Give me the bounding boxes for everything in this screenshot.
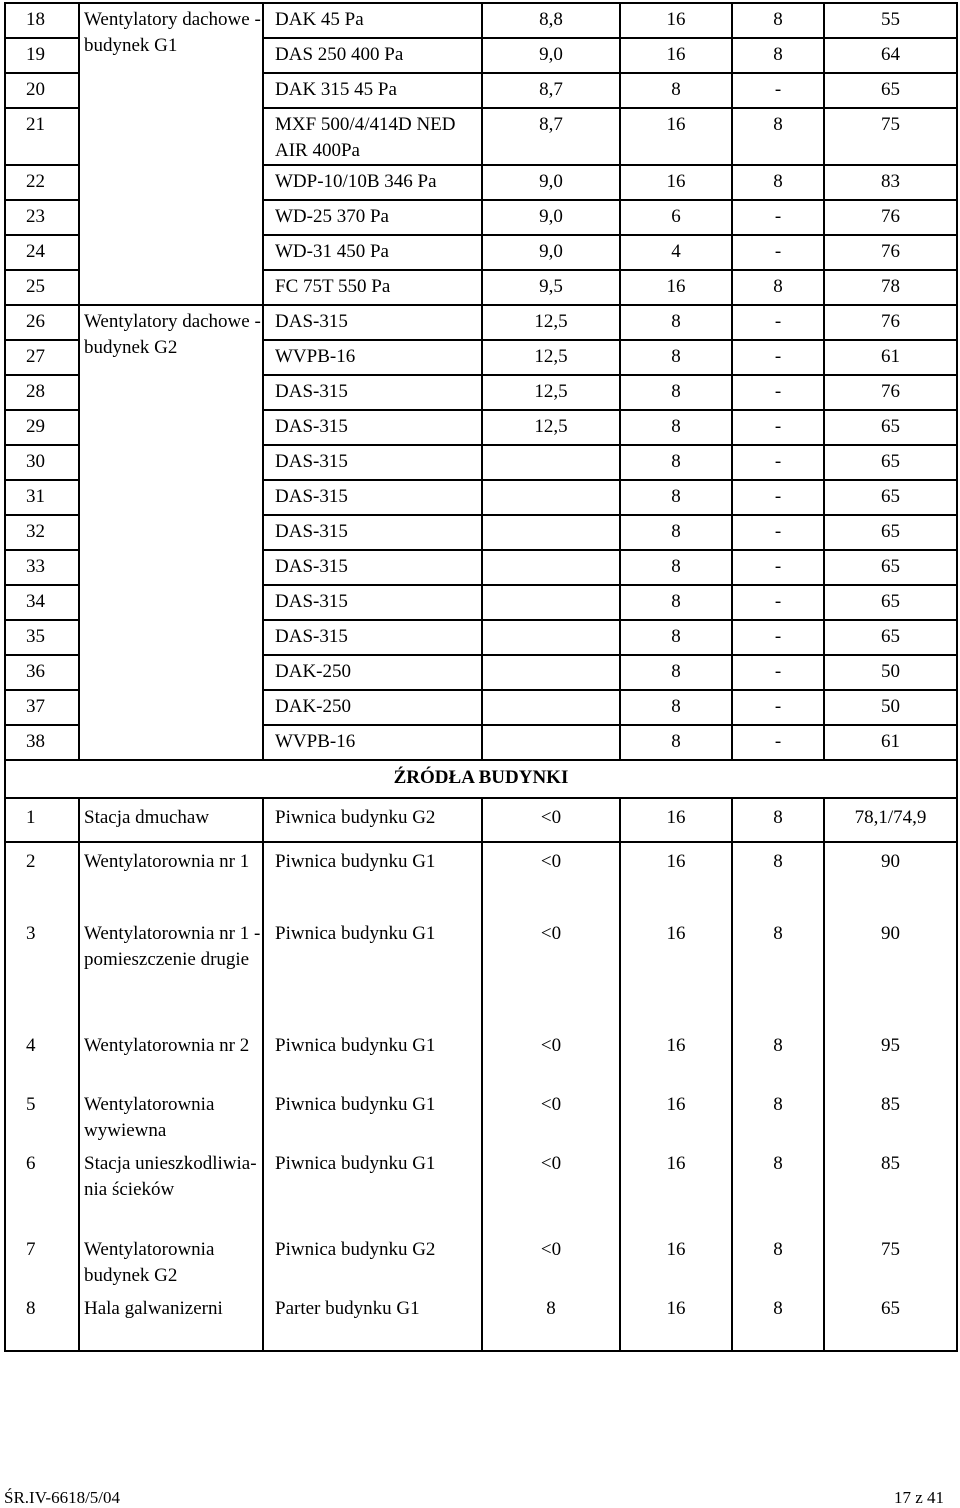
- value-cell: 8: [732, 1231, 824, 1290]
- value-cell: 78: [824, 270, 957, 305]
- location-cell: Piwnica budynku G1: [263, 1145, 482, 1231]
- value-cell: [482, 620, 620, 655]
- row-number: 26: [5, 305, 79, 340]
- row-number: 2: [5, 842, 79, 915]
- value-cell: 65: [824, 480, 957, 515]
- row-number: 21: [5, 108, 79, 165]
- row-number: 20: [5, 73, 79, 108]
- row-number: 8: [5, 1290, 79, 1351]
- table-row: [5, 842, 957, 915]
- value-cell: 50: [824, 655, 957, 690]
- device-cell: WD-31 450 Pa: [263, 235, 482, 270]
- device-cell: WD-25 370 Pa: [263, 200, 482, 235]
- row-number: 25: [5, 270, 79, 305]
- value-cell: 8: [620, 445, 732, 480]
- source-name-cell: Wentylatorownia nr 1 - pomieszczenie drugie: [79, 915, 263, 1027]
- source-name-cell: Wentylatorownia nr 2: [79, 1027, 263, 1086]
- device-cell: DAK-250: [263, 655, 482, 690]
- value-cell: 9,0: [482, 165, 620, 200]
- value-cell: 65: [824, 73, 957, 108]
- value-cell: 8: [482, 1290, 620, 1351]
- row-number: 29: [5, 410, 79, 445]
- value-cell: -: [732, 445, 824, 480]
- value-cell: 12,5: [482, 375, 620, 410]
- row-number: 4: [5, 1027, 79, 1086]
- value-cell: -: [732, 725, 824, 760]
- device-cell: FC 75T 550 Pa: [263, 270, 482, 305]
- value-cell: 8: [732, 1290, 824, 1351]
- device-cell: DAS 250 400 Pa: [263, 38, 482, 73]
- value-cell: -: [732, 620, 824, 655]
- value-cell: -: [732, 340, 824, 375]
- section-header-row: [5, 760, 957, 798]
- value-cell: 85: [824, 1086, 957, 1145]
- row-number: 23: [5, 200, 79, 235]
- value-cell: 9,0: [482, 38, 620, 73]
- device-cell: DAS-315: [263, 445, 482, 480]
- value-cell: [482, 585, 620, 620]
- value-cell: [482, 655, 620, 690]
- device-cell: DAK 45 Pa: [263, 3, 482, 38]
- value-cell: 8: [732, 798, 824, 842]
- group-label-g1: Wentylatory dachowe - budynek G1: [79, 3, 263, 305]
- value-cell: -: [732, 410, 824, 445]
- row-number: 31: [5, 480, 79, 515]
- row-number: 27: [5, 340, 79, 375]
- source-name-cell: Stacja dmuchaw: [79, 798, 263, 842]
- value-cell: 85: [824, 1145, 957, 1231]
- location-cell: Parter budynku G1: [263, 1290, 482, 1351]
- row-number: 35: [5, 620, 79, 655]
- value-cell: [482, 690, 620, 725]
- value-cell: 16: [620, 915, 732, 1027]
- value-cell: [482, 515, 620, 550]
- row-number: 5: [5, 1086, 79, 1145]
- value-cell: 8: [620, 655, 732, 690]
- value-cell: 65: [824, 445, 957, 480]
- value-cell: 16: [620, 1086, 732, 1145]
- page-number: 17 z 41: [893, 1488, 944, 1507]
- value-cell: 16: [620, 1231, 732, 1290]
- row-number: 36: [5, 655, 79, 690]
- value-cell: 8,7: [482, 108, 620, 165]
- value-cell: 9,0: [482, 200, 620, 235]
- value-cell: 65: [824, 515, 957, 550]
- value-cell: 90: [824, 842, 957, 915]
- source-name-cell: Wentylatorownia budynek G2: [79, 1231, 263, 1290]
- value-cell: 50: [824, 690, 957, 725]
- row-number: 18: [5, 3, 79, 38]
- row-number: 28: [5, 375, 79, 410]
- value-cell: 65: [824, 410, 957, 445]
- device-cell: DAS-315: [263, 480, 482, 515]
- value-cell: 16: [620, 1027, 732, 1086]
- value-cell: 95: [824, 1027, 957, 1086]
- value-cell: [482, 725, 620, 760]
- value-cell: 61: [824, 725, 957, 760]
- value-cell: 64: [824, 38, 957, 73]
- value-cell: 55: [824, 3, 957, 38]
- value-cell: 76: [824, 375, 957, 410]
- row-number: 7: [5, 1231, 79, 1290]
- device-cell: DAS-315: [263, 410, 482, 445]
- value-cell: 8: [732, 842, 824, 915]
- value-cell: 8: [732, 1145, 824, 1231]
- value-cell: 8: [732, 270, 824, 305]
- table-row: [5, 1231, 957, 1290]
- row-number: 38: [5, 725, 79, 760]
- row-number: 32: [5, 515, 79, 550]
- source-name-cell: Stacja unieszkodliwia-nia ścieków: [79, 1145, 263, 1231]
- row-number: 22: [5, 165, 79, 200]
- value-cell: -: [732, 550, 824, 585]
- row-number: 24: [5, 235, 79, 270]
- value-cell: 16: [620, 165, 732, 200]
- value-cell: 8: [620, 620, 732, 655]
- location-cell: Piwnica budynku G2: [263, 1231, 482, 1290]
- value-cell: 8: [620, 480, 732, 515]
- value-cell: 76: [824, 235, 957, 270]
- row-number: 3: [5, 915, 79, 1027]
- table-row: [5, 1086, 957, 1145]
- value-cell: -: [732, 73, 824, 108]
- value-cell: 8: [732, 915, 824, 1027]
- value-cell: -: [732, 480, 824, 515]
- value-cell: 8: [620, 585, 732, 620]
- value-cell: 8: [732, 3, 824, 38]
- value-cell: 78,1/74,9: [824, 798, 957, 842]
- device-cell: DAK-250: [263, 690, 482, 725]
- source-name-cell: Hala galwanizerni: [79, 1290, 263, 1351]
- value-cell: 8: [732, 165, 824, 200]
- value-cell: <0: [482, 1231, 620, 1290]
- row-number: 6: [5, 1145, 79, 1231]
- value-cell: -: [732, 235, 824, 270]
- row-number: 1: [5, 798, 79, 842]
- value-cell: 8: [620, 410, 732, 445]
- value-cell: 8: [732, 1086, 824, 1145]
- value-cell: 12,5: [482, 340, 620, 375]
- table-row: [5, 798, 957, 842]
- value-cell: 16: [620, 108, 732, 165]
- device-cell: DAK 315 45 Pa: [263, 73, 482, 108]
- value-cell: [482, 550, 620, 585]
- group-label-g2: Wentylatory dachowe - budynek G2: [79, 305, 263, 760]
- table-row: [5, 305, 957, 340]
- value-cell: <0: [482, 1086, 620, 1145]
- location-cell: Piwnica budynku G1: [263, 842, 482, 915]
- value-cell: 8: [620, 725, 732, 760]
- value-cell: 9,5: [482, 270, 620, 305]
- value-cell: <0: [482, 1145, 620, 1231]
- value-cell: 16: [620, 1145, 732, 1231]
- device-cell: DAS-315: [263, 550, 482, 585]
- value-cell: 65: [824, 620, 957, 655]
- value-cell: 65: [824, 550, 957, 585]
- value-cell: 16: [620, 3, 732, 38]
- value-cell: 8,7: [482, 73, 620, 108]
- value-cell: 16: [620, 270, 732, 305]
- value-cell: 12,5: [482, 410, 620, 445]
- value-cell: 16: [620, 38, 732, 73]
- device-cell: DAS-315: [263, 375, 482, 410]
- value-cell: <0: [482, 842, 620, 915]
- value-cell: <0: [482, 915, 620, 1027]
- value-cell: 12,5: [482, 305, 620, 340]
- device-cell: DAS-315: [263, 515, 482, 550]
- value-cell: -: [732, 200, 824, 235]
- location-cell: Piwnica budynku G1: [263, 915, 482, 1027]
- value-cell: 65: [824, 1290, 957, 1351]
- value-cell: 16: [620, 1290, 732, 1351]
- section-title: ŹRÓDŁA BUDYNKI: [5, 760, 957, 798]
- table-row: [5, 1145, 957, 1231]
- value-cell: 76: [824, 200, 957, 235]
- value-cell: 8: [620, 340, 732, 375]
- value-cell: 65: [824, 585, 957, 620]
- row-number: 34: [5, 585, 79, 620]
- value-cell: -: [732, 585, 824, 620]
- row-number: 33: [5, 550, 79, 585]
- value-cell: 4: [620, 235, 732, 270]
- value-cell: 90: [824, 915, 957, 1027]
- device-cell: MXF 500/4/414D NED AIR 400Pa: [263, 108, 482, 165]
- value-cell: -: [732, 305, 824, 340]
- value-cell: -: [732, 655, 824, 690]
- value-cell: 8: [732, 108, 824, 165]
- location-cell: Piwnica budynku G1: [263, 1027, 482, 1086]
- value-cell: 16: [620, 798, 732, 842]
- value-cell: 16: [620, 842, 732, 915]
- location-cell: Piwnica budynku G2: [263, 798, 482, 842]
- value-cell: 8: [620, 690, 732, 725]
- value-cell: 9,0: [482, 235, 620, 270]
- value-cell: 8,8: [482, 3, 620, 38]
- sources-table: [4, 2, 958, 1352]
- value-cell: 75: [824, 108, 957, 165]
- value-cell: 6: [620, 200, 732, 235]
- value-cell: 8: [620, 375, 732, 410]
- device-cell: DAS-315: [263, 620, 482, 655]
- value-cell: [482, 480, 620, 515]
- value-cell: 61: [824, 340, 957, 375]
- value-cell: 8: [732, 1027, 824, 1086]
- device-cell: DAS-315: [263, 585, 482, 620]
- value-cell: <0: [482, 1027, 620, 1086]
- value-cell: [482, 445, 620, 480]
- location-cell: Piwnica budynku G1: [263, 1086, 482, 1145]
- value-cell: 75: [824, 1231, 957, 1290]
- value-cell: 76: [824, 305, 957, 340]
- value-cell: -: [732, 515, 824, 550]
- value-cell: 8: [620, 515, 732, 550]
- document-reference: ŚR.IV-6618/5/04: [4, 1488, 121, 1507]
- source-name-cell: Wentylatorownia nr 1: [79, 842, 263, 915]
- device-cell: DAS-315: [263, 305, 482, 340]
- value-cell: 8: [620, 73, 732, 108]
- table-row: [5, 915, 957, 1027]
- value-cell: 8: [620, 305, 732, 340]
- row-number: 30: [5, 445, 79, 480]
- value-cell: 83: [824, 165, 957, 200]
- row-number: 19: [5, 38, 79, 73]
- device-cell: WVPB-16: [263, 725, 482, 760]
- table-row: [5, 1290, 957, 1351]
- value-cell: 8: [732, 38, 824, 73]
- value-cell: 8: [620, 550, 732, 585]
- table-row: [5, 3, 957, 38]
- row-number: 37: [5, 690, 79, 725]
- device-cell: WDP-10/10B 346 Pa: [263, 165, 482, 200]
- table-row: [5, 1027, 957, 1086]
- device-cell: WVPB-16: [263, 340, 482, 375]
- value-cell: -: [732, 375, 824, 410]
- value-cell: -: [732, 690, 824, 725]
- source-name-cell: Wentylatorownia wywiewna: [79, 1086, 263, 1145]
- value-cell: <0: [482, 798, 620, 842]
